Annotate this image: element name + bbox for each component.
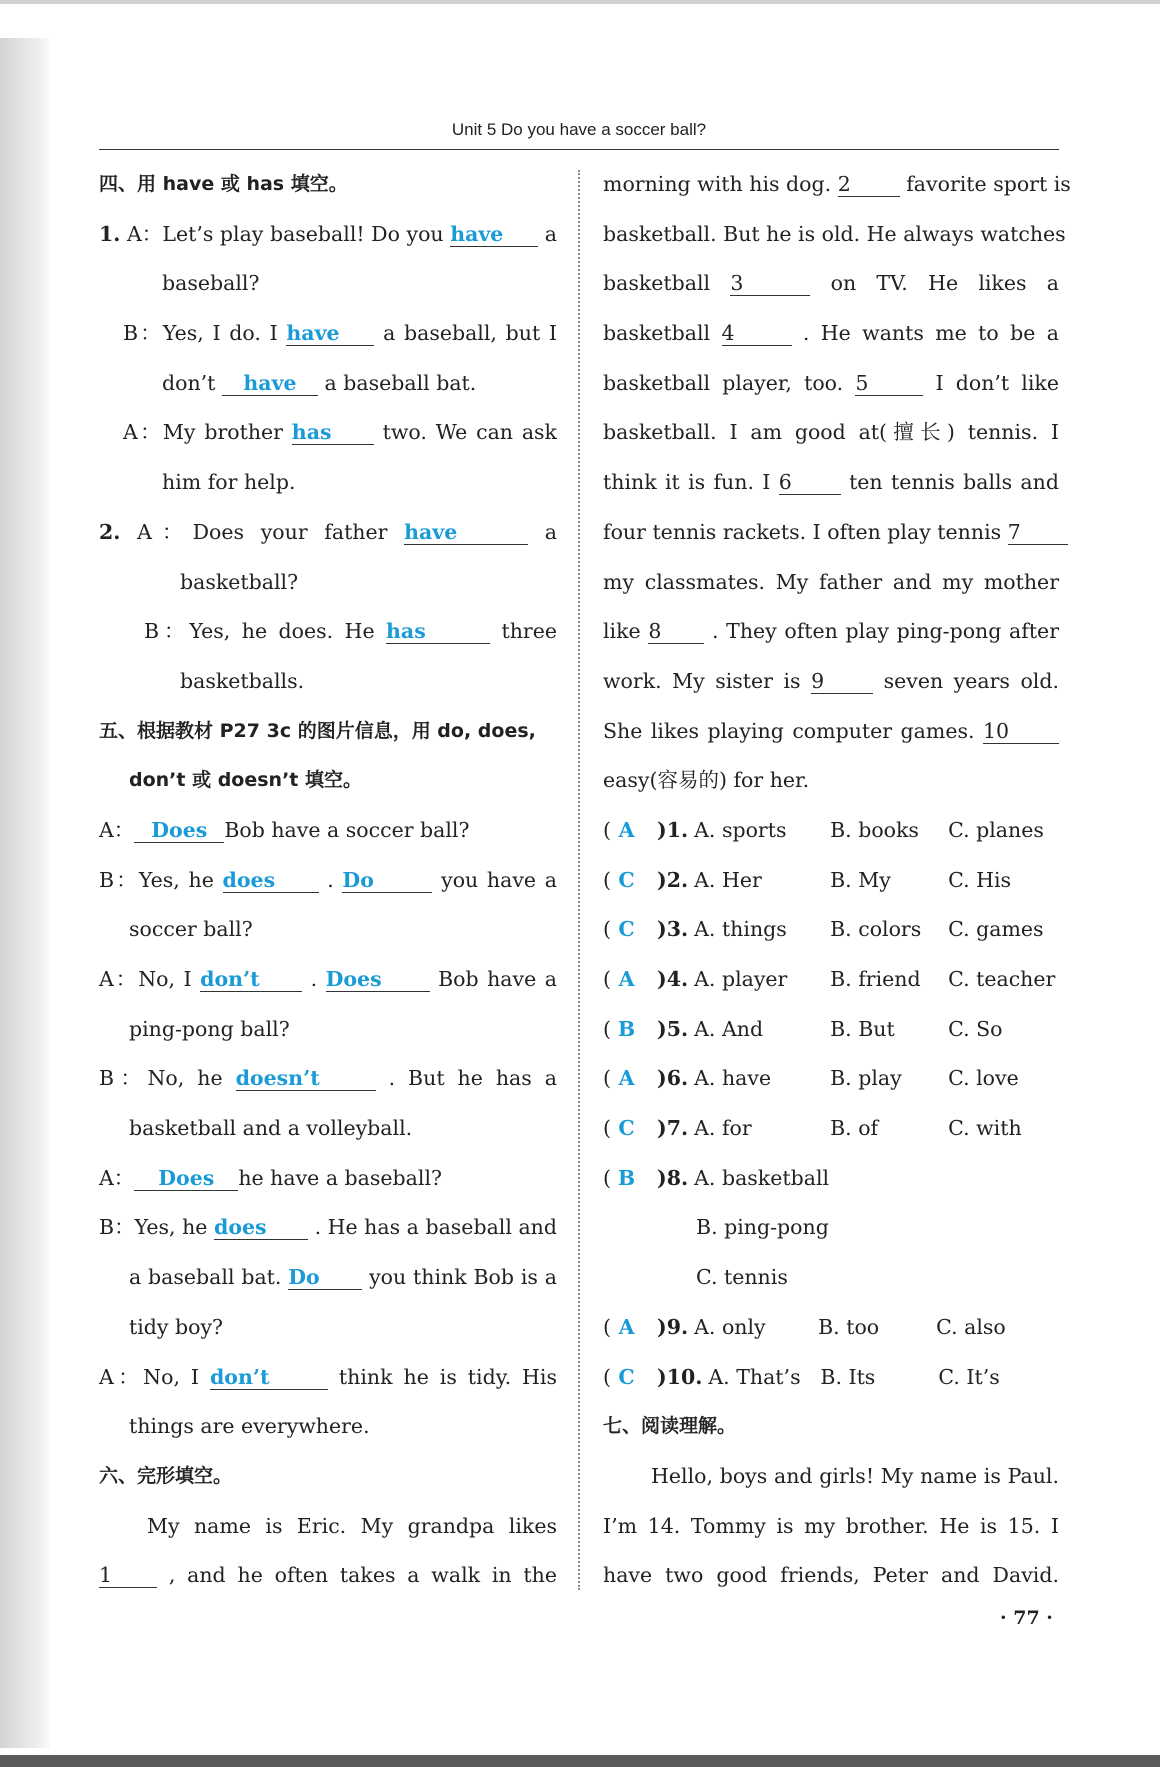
s5-l6-answer: does	[214, 1215, 267, 1240]
q2-b-answer: has	[386, 619, 426, 644]
s5-l5-answer: Does	[158, 1165, 215, 1190]
passage-line-4: basketball. But he is old. He always watches	[603, 221, 1066, 246]
q2-line-a-cont: basketball?	[180, 569, 299, 594]
option-row-10	[603, 1353, 1059, 1403]
s5-l3-post: Bob have a	[438, 967, 557, 991]
option-4-c: C. teacher	[948, 967, 1056, 991]
passage-line-5-pre: basketball	[603, 271, 711, 296]
q2-a-text: A：Does your father	[137, 519, 388, 544]
s5-l1-pre: A：	[99, 817, 135, 842]
passage-blank-9-num: 9	[811, 668, 825, 693]
q1-b1-post: a baseball, but I	[383, 321, 557, 346]
q1-line-a2-cont: him for help.	[162, 470, 296, 495]
s5-line-3	[99, 955, 557, 1005]
passage-line-9	[603, 458, 1059, 508]
option-8-open-paren: (	[603, 1165, 611, 1190]
column-divider	[578, 170, 580, 1590]
passage-blank-2-num: 2	[837, 172, 851, 196]
q1-a2-post: two. We can ask	[382, 420, 557, 445]
passage-line-6-post: . He wants me to be a	[802, 321, 1059, 346]
q1-b1-cont-blank	[222, 371, 318, 396]
s5-l4-blank	[236, 1066, 376, 1091]
passage-line-14	[603, 707, 1059, 757]
section-7-title: 七、阅读理解。	[603, 1415, 737, 1438]
option-7-c: C. with	[948, 1116, 1022, 1141]
page-header: Unit 5 Do you have a soccer ball?	[451, 120, 707, 139]
passage-line-10	[603, 508, 1059, 558]
option-10-c: C. It’s	[938, 1364, 1000, 1389]
option-7-a: A. for	[694, 1116, 752, 1141]
passage-line-1: My name is Eric. My grandpa likes	[147, 1513, 557, 1538]
option-5-a: A. And	[694, 1016, 764, 1041]
passage-line-7-post: I don’t like	[935, 370, 1059, 395]
passage-line-5-post: on TV. He likes a	[830, 271, 1059, 296]
passage-line-12-post: . They often play ping-pong after	[711, 619, 1059, 644]
q1-a1-post: a	[544, 221, 557, 246]
option-1-paren	[603, 806, 657, 856]
option-10-paren	[603, 1353, 657, 1403]
passage-line-10-pre: four tennis rackets. I often play tennis	[603, 519, 1002, 544]
option-5-open-paren: (	[603, 1016, 611, 1041]
header-rule	[99, 149, 1059, 150]
option-5-number: )5.	[657, 1016, 689, 1041]
s5-line-3-cont: ping-pong ball?	[129, 1016, 290, 1041]
s5-line-2-cont: soccer ball?	[129, 917, 253, 942]
option-2-b: B. My	[830, 867, 891, 892]
passage-line-15: easy(容易的) for her.	[603, 768, 810, 793]
option-row-1	[603, 806, 1059, 856]
q2-a-post: a	[544, 519, 557, 544]
s5-line-4-cont: basketball and a volleyball.	[129, 1116, 413, 1141]
s5-l7-post: think he is tidy. His	[338, 1364, 557, 1389]
passage-blank-8-num: 8	[648, 619, 662, 644]
reading-line-2: I’m 14. Tommy is my brother. He is 15. I	[603, 1513, 1059, 1538]
passage-line-8: basketball. I am good at(擅长) tennis. I	[603, 420, 1059, 445]
reading-line-3: have two good friends, Peter and David.	[603, 1563, 1059, 1588]
passage-blank-4	[722, 321, 792, 346]
option-9-answer: A	[618, 1314, 635, 1339]
page-number: · 77 ·	[1000, 1607, 1053, 1629]
passage-blank-6-num: 6	[778, 470, 792, 495]
option-4-answer: A	[618, 967, 635, 991]
s5-line-6-cont2: tidy boy?	[129, 1314, 224, 1339]
s5-l4-answer: doesn’t	[235, 1066, 320, 1091]
passage-blank-6	[779, 470, 841, 495]
q2-number: 2.	[99, 519, 121, 544]
s5-l3-blank-2	[326, 967, 430, 992]
q1-b1-cont-post: a baseball bat.	[324, 370, 477, 395]
bottom-edge	[0, 1755, 1160, 1767]
s5-l3-answer-2: Does	[325, 967, 382, 991]
q2-line-b-cont: basketballs.	[180, 668, 305, 693]
passage-blank-9	[811, 669, 873, 694]
passage-blank-5-num: 5	[855, 370, 869, 395]
section-4-title: 四、用 have 或 has 填空。	[99, 173, 348, 195]
option-1-open-paren: (	[603, 817, 611, 842]
q1-b1-text: B：Yes, I do. I	[123, 321, 278, 346]
top-edge	[0, 0, 1160, 4]
passage-line-9-post: ten tennis balls and	[849, 470, 1059, 495]
s5-l2-answer-1: does	[222, 867, 276, 892]
option-row-3	[603, 905, 1059, 955]
option-1-b: B. books	[830, 817, 919, 842]
option-6-answer: A	[618, 1066, 635, 1091]
option-row-6	[603, 1054, 1059, 1104]
option-8-number: )8.	[657, 1165, 689, 1190]
passage-blank-2	[838, 172, 900, 197]
passage-line-6	[603, 309, 1059, 359]
option-7-b: B. of	[830, 1116, 879, 1141]
s5-l2-pre: B：Yes, he	[99, 867, 214, 892]
q1-a1-blank	[450, 222, 538, 247]
option-10-answer: C	[618, 1364, 635, 1389]
s5-l6-blank	[214, 1215, 308, 1240]
s5-l6-cont-pre: a baseball bat.	[129, 1265, 282, 1290]
passage-line-5	[603, 259, 1059, 309]
option-3-answer: C	[618, 917, 635, 942]
passage-blank-1	[99, 1563, 157, 1588]
s5-l4-post: . But he has a	[388, 1066, 557, 1091]
s5-line-2	[99, 856, 557, 906]
option-5-paren	[603, 1005, 657, 1055]
option-row-7	[603, 1104, 1059, 1154]
option-10-number: )10.	[657, 1364, 703, 1389]
q1-line-b1-cont	[99, 359, 557, 409]
left-column	[99, 160, 557, 1601]
reading-line-1: Hello, boys and girls! My name is Paul.	[651, 1463, 1059, 1488]
passage-line-13	[603, 657, 1059, 707]
q2-a-blank	[404, 520, 528, 545]
section-6-title: 六、完形填空。	[99, 1464, 233, 1487]
s5-l3-mid: .	[310, 967, 318, 991]
q1-a2-answer: has	[291, 420, 332, 445]
option-2-paren	[603, 856, 657, 906]
option-6-a: A. have	[694, 1066, 772, 1091]
passage-line-9-pre: think it is fun. I	[603, 470, 771, 495]
option-2-answer: C	[618, 867, 635, 892]
passage-blank-3	[730, 271, 810, 296]
option-row-9	[603, 1303, 1059, 1353]
s5-l6-cont-blank	[288, 1265, 362, 1290]
option-4-b: B. friend	[830, 967, 921, 991]
q1-line-b1	[99, 309, 557, 359]
s5-l2-answer-2: Do	[342, 867, 374, 892]
q1-number: 1.	[99, 221, 121, 246]
passage-line-2	[99, 1551, 557, 1601]
s5-l5-post: he have a baseball?	[238, 1165, 443, 1190]
option-3-open-paren: (	[603, 917, 611, 942]
options-list	[603, 806, 1059, 1154]
passage-line-13-pre: work. My sister is	[603, 668, 801, 693]
passage-line-12-pre: like	[603, 619, 641, 644]
q1-a2-text: A：My brother	[123, 420, 283, 445]
passage-blank-1-num: 1	[99, 1563, 113, 1588]
s5-l1-blank	[134, 818, 224, 843]
passage-line-7	[603, 359, 1059, 409]
option-7-paren	[603, 1104, 657, 1154]
passage-blank-8	[648, 619, 704, 644]
passage-line-14-pre: She likes playing computer games.	[603, 718, 975, 743]
passage-blank-3-num: 3	[730, 271, 744, 296]
option-row-4	[603, 955, 1059, 1005]
s5-line-6	[99, 1203, 557, 1253]
option-3-a: A. things	[694, 917, 787, 942]
option-5-answer: B	[617, 1016, 636, 1041]
s5-l6-post: . He has a baseball and	[314, 1215, 557, 1240]
s5-l7-blank	[210, 1365, 328, 1390]
s5-l5-pre: A：	[99, 1165, 135, 1190]
option-2-c: C. His	[948, 867, 1012, 892]
q2-b-blank	[386, 619, 490, 644]
option-9-paren	[603, 1303, 657, 1353]
q1-b1-cont-answer: have	[243, 370, 297, 395]
s5-line-5	[99, 1154, 557, 1204]
option-7-number: )7.	[657, 1116, 689, 1141]
option-8-c: C. tennis	[696, 1265, 788, 1290]
passage-line-7-pre: basketball player, too.	[603, 370, 844, 395]
q1-b1-cont-text: don’t	[162, 370, 216, 395]
option-1-a: A. sports	[694, 817, 787, 842]
passage-blank-5	[855, 371, 923, 396]
option-4-open-paren: (	[603, 967, 611, 991]
s5-l6-pre: B：Yes, he	[99, 1215, 208, 1240]
option-1-number: )1.	[657, 817, 689, 842]
passage-line-2-text: , and he often takes a walk in the	[168, 1563, 557, 1588]
passage-blank-10	[983, 719, 1059, 744]
option-3-b: B. colors	[830, 917, 922, 942]
option-3-c: C. games	[948, 917, 1044, 942]
passage-line-3-pre: morning with his dog.	[603, 172, 832, 196]
s5-l5-blank	[134, 1166, 238, 1191]
q1-a1-answer: have	[450, 221, 504, 246]
option-8-a: A. basketball	[694, 1165, 830, 1190]
option-row-8	[603, 1154, 1059, 1204]
s5-l1-answer: Does	[151, 817, 208, 842]
option-6-number: )6.	[657, 1066, 689, 1091]
option-8-paren	[603, 1154, 657, 1204]
option-9-c: C. also	[936, 1314, 1006, 1339]
q1-a2-blank	[292, 420, 374, 445]
q1-line-a1-cont: baseball?	[162, 271, 260, 296]
passage-line-3-post: favorite sport is	[906, 172, 1071, 196]
s5-l7-answer: don’t	[209, 1364, 270, 1389]
section-5-title-1: 五、根据教材 P27 3c 的图片信息，用 do, does,	[99, 719, 536, 742]
option-9-a: A. only	[694, 1314, 766, 1339]
s5-l6-cont-post: you think Bob is a	[369, 1265, 557, 1290]
s5-l1-post: Bob have a soccer ball?	[224, 817, 470, 842]
option-5-c: C. So	[948, 1016, 1003, 1041]
s5-l3-blank-1	[200, 967, 302, 992]
s5-l3-answer-1: don’t	[200, 967, 260, 991]
option-1-answer: A	[618, 817, 635, 842]
passage-blank-10-num: 10	[982, 718, 1010, 743]
option-10-b: B. Its	[820, 1364, 876, 1389]
s5-line-7	[99, 1353, 557, 1403]
option-9-number: )9.	[657, 1314, 689, 1339]
option-row-5	[603, 1005, 1059, 1055]
option-6-open-paren: (	[603, 1066, 611, 1091]
option-8-b: B. ping-pong	[696, 1215, 829, 1240]
s5-line-6-cont	[99, 1253, 557, 1303]
passage-blank-7-num: 7	[1007, 519, 1021, 544]
option-1-c: C. planes	[948, 817, 1044, 842]
passage-blank-4-num: 4	[721, 321, 735, 346]
option-3-paren	[603, 905, 657, 955]
q2-a-answer: have	[404, 519, 458, 544]
q1-line-a2	[99, 408, 557, 458]
s5-l7-pre: A：No, I	[99, 1364, 200, 1389]
q1-line-a1	[99, 210, 557, 260]
option-8-answer: B	[617, 1165, 636, 1190]
option-6-b: B. play	[830, 1066, 902, 1091]
q1-b1-blank	[286, 321, 374, 346]
option-10-open-paren: (	[603, 1364, 611, 1389]
q2-b-post: three	[501, 619, 557, 644]
passage-blank-7	[1008, 520, 1068, 545]
q2-line-b	[99, 607, 557, 657]
q1-a1-text: A：Let’s play baseball! Do you	[126, 221, 444, 246]
option-10-a: A. That’s	[708, 1364, 801, 1389]
section-5-title-2: don’t 或 doesn’t 填空。	[129, 769, 363, 792]
passage-line-3	[603, 160, 1071, 210]
option-row-2	[603, 856, 1059, 906]
passage-line-13-post: seven years old.	[883, 668, 1059, 693]
s5-l3-pre: A：No, I	[99, 967, 192, 991]
q2-line-a	[99, 508, 557, 558]
option-4-a: A. player	[694, 967, 788, 991]
s5-l4-pre: B：No, he	[99, 1066, 223, 1091]
option-5-b: B. But	[830, 1016, 895, 1041]
s5-l2-blank-1	[223, 868, 319, 893]
option-9-b: B. too	[818, 1314, 880, 1339]
option-6-paren	[603, 1054, 657, 1104]
option-7-open-paren: (	[603, 1116, 611, 1141]
option-9-open-paren: (	[603, 1314, 611, 1339]
option-3-number: )3.	[657, 917, 689, 942]
option-2-open-paren: (	[603, 867, 611, 892]
option-7-answer: C	[618, 1116, 635, 1141]
s5-l2-mid: .	[327, 867, 334, 892]
page-gutter-shadow	[0, 38, 50, 1748]
s5-line-7-cont: things are everywhere.	[129, 1414, 370, 1439]
option-6-c: C. love	[948, 1066, 1019, 1091]
right-column	[603, 160, 1071, 1601]
passage-line-6-pre: basketball	[603, 321, 711, 346]
s5-l6-cont-answer: Do	[288, 1265, 320, 1290]
option-4-number: )4.	[657, 967, 689, 991]
s5-l2-post: you have a	[441, 867, 557, 892]
option-4-paren	[603, 955, 657, 1005]
s5-line-1	[99, 806, 557, 856]
s5-line-4	[99, 1054, 557, 1104]
passage-line-12	[603, 607, 1059, 657]
option-2-number: )2.	[657, 867, 689, 892]
q2-b-text: B：Yes, he does. He	[144, 619, 375, 644]
option-2-a: A. Her	[694, 867, 762, 892]
s5-l2-blank-2	[342, 868, 432, 893]
q1-b1-answer: have	[286, 321, 340, 346]
passage-line-11: my classmates. My father and my mother	[603, 569, 1059, 594]
